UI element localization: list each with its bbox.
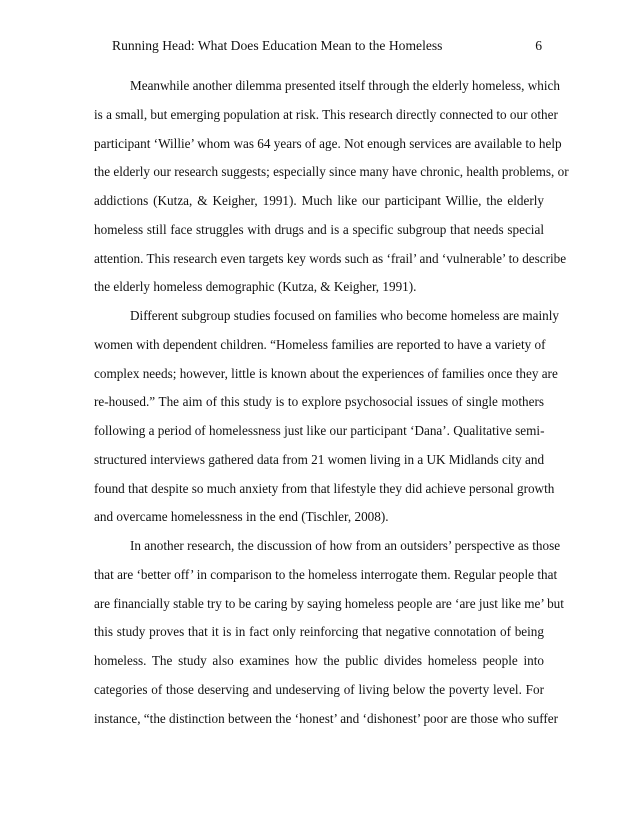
text-line: re-housed.” The aim of this study is to explore psychosocial issues of single mothers [94, 394, 544, 410]
running-head: Running Head: What Does Education Mean to the Homeless [112, 38, 443, 53]
paragraph-first-line: In another research, the discussion of how from an outsiders’ perspective as those [130, 538, 561, 553]
text-line: homeless. The study also examines how the public divides homeless people into [94, 653, 544, 668]
text-line: women with dependent children. “Homeless families are reported to have a variety of [94, 336, 546, 352]
paragraph-first-line: Meanwhile another dilemma presented itself through the elderly homeless, which [130, 78, 560, 93]
text-line: this study proves that it is in fact only reinforcing that negative connotation of being [94, 624, 544, 640]
page-header [112, 36, 542, 56]
text-line: the elderly homeless demographic (Kutza, & Keigher, 1991). [94, 279, 417, 295]
text-line: following a period of homelessness just like our participant ‘Dana’. Qualitative semi- [94, 423, 545, 438]
text-line: instance, “the distinction between the ‘honest’ and ‘dishonest’ poor are those who suffer [94, 710, 558, 726]
paragraph-first-line: Different subgroup studies focused on families who become homeless are mainly [130, 308, 559, 323]
text-line: are financially stable try to be caring by saying homeless people are ‘are just like me’ but [94, 595, 564, 611]
text-line: participant ‘Willie’ whom was 64 years of age. Not enough services are available to help [94, 135, 562, 151]
text-line: that are ‘better off’ in comparison to the homeless interrogate them. Regular people that [94, 566, 558, 582]
text-line: the elderly our research suggests; especially since many have chronic, health problems, or [94, 164, 569, 180]
text-line: homeless still face struggles with drugs and is a specific subgroup that needs special [94, 221, 544, 237]
text-line: is a small, but emerging population at risk. This research directly connected to our other [94, 106, 558, 122]
text-line: complex needs; however, little is known about the experiences of families once they are [94, 365, 558, 381]
text-line: structured interviews gathered data from 21 women living in a UK Midlands city and [94, 451, 545, 467]
text-line: found that despite so much anxiety from that lifestyle they did achieve personal growth [94, 480, 555, 496]
text-line: and overcame homelessness in the end (Tischler, 2008). [94, 509, 389, 525]
text-line: addictions (Kutza, & Keigher, 1991). Much like our participant Willie, the elderly [94, 193, 544, 208]
body-text [94, 72, 569, 733]
text-line: categories of those deserving and undeserving of living below the poverty level. For [94, 681, 544, 697]
page-number: 6 [535, 38, 542, 53]
text-line: attention. This research even targets key words such as ‘frail’ and ‘vulnerable’ to describe [94, 250, 567, 266]
